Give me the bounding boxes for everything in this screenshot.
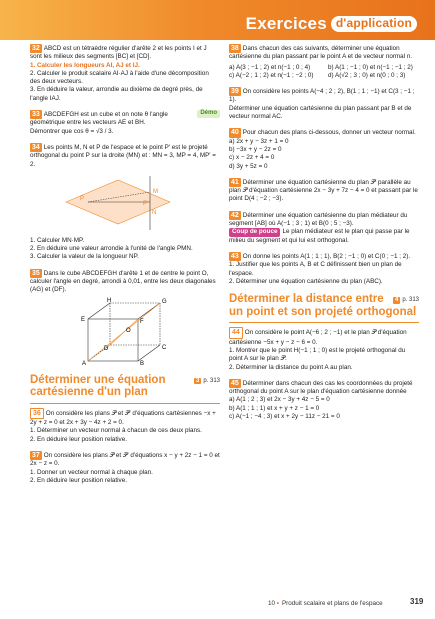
item: c) x − 2z + 4 = 0 [229, 154, 275, 162]
question: 2. En déduire une valeur arrondie à l'unité de l'angle PMN. [30, 245, 193, 253]
section-rule [229, 322, 419, 323]
question: 1. Calculer les longueurs AI, AJ et IJ. [30, 61, 140, 69]
item: a) A(1 ; 2 ; 3) et 2x − 3y + 4z − 5 = 0 [229, 396, 330, 404]
exercise-number: 44 [229, 327, 243, 338]
exercise-statement: Les points M, N et P de l'espace et le point P′ est le projeté orthogonal du point P sur la droite (MN) et : MN = 3, MP = 4, MP′ = 2. [30, 143, 216, 168]
title-pill: d'application [331, 16, 417, 32]
label-d: D [104, 345, 109, 352]
exercise-statement: Déterminer dans chacun des cas les coordonnées du projeté orthogonal du point A sur le plan d'équation cartésienne donnée [229, 379, 413, 396]
exercise-statement: Dans le cube ABCDEFGH d'arête 1 et de centre le point O, calculer l'angle en degré, arrondi à 0,01, entre les deux diagonales (AG) et (DF). [30, 269, 216, 294]
exercise-41 [229, 178, 419, 204]
case-d: d) A(√2 ; 3 ; 0) et n(0 ; 0 ; 3) [328, 71, 406, 79]
exercise-number: 36 [30, 408, 44, 419]
exercise-number: 33 [32, 111, 40, 119]
question: Démontrer que cos θ = √3 / 3. [30, 127, 114, 135]
exercise-statement: On donne les points A(1 ; 1 ; 1), B(2 ; −1 ; 0) et C(0 ; −1 ; 2). [242, 252, 411, 260]
label-p-prime: P′ [143, 200, 149, 207]
label-h: H [107, 297, 112, 304]
label-b: B [140, 360, 145, 367]
exercise-number: 42 [231, 211, 239, 219]
exercise-33 [30, 110, 220, 136]
chapter-number: 10 [268, 600, 276, 607]
exercise-statement: Dans chacun des cas suivants, déterminer une équation cartésienne du plan passant par le point A et de vecteur normal n. [229, 45, 413, 61]
case-a: a) A(3 ; −1 ; 2) et n(−1 ; 0 ; 4) [229, 63, 311, 71]
exercise-statement: On considère le point A(−6 ; 2 ; −1) et le plan 𝒫 d'équation cartésienne −5x + y − z − 6 = 0. [229, 329, 407, 346]
section-heading-distance [229, 293, 419, 318]
label-a: A [82, 360, 87, 367]
exercise-number: 43 [231, 252, 239, 260]
question: 2. En déduire leur position relative. [30, 435, 127, 443]
exercise-number: 35 [32, 269, 40, 277]
ref-page: p. 313 [203, 377, 220, 384]
exercise-40 [229, 128, 419, 170]
exercise-statement: On considère les plans 𝒫 et 𝒫′ d'équations x − y + 2z − 1 = 0 et 2x − z = 0. [30, 452, 220, 468]
item: d) 3y + 5z = 0 [229, 162, 268, 170]
chapter-label: Produit scalaire et plans de l'espace [281, 600, 383, 607]
section-heading-plan [30, 374, 220, 399]
exercise-36 [30, 408, 220, 444]
section-ref [194, 378, 220, 385]
plane-figure [58, 172, 178, 234]
exercise-38 [229, 44, 419, 80]
exercise-number: 40 [231, 129, 239, 137]
question: 1. Justifier que les points A, B et C définissent bien un plan de l'espace. [229, 261, 402, 277]
cases-grid [229, 64, 419, 81]
label-e: E [81, 316, 86, 323]
exercise-statement: On considère les plans 𝒫 et 𝒫′ d'équations cartésiennes −x + 2y + z = 0 et 2x + 3y − 4z + 2 = 0. [30, 409, 216, 427]
ref-number: 4 [394, 297, 399, 304]
label-o: O [126, 327, 131, 334]
exercise-statement: On considère les points A(−4 ; 2 ; 2), B(1 ; 1 ; −1) et C(3 ; −1 ; 1). [229, 88, 415, 104]
exercise-45 [229, 379, 419, 421]
exercise-number: 34 [32, 143, 40, 151]
exercise-number: 32 [32, 45, 40, 52]
case-b: b) A(1 ; −1 ; 0) et n(−1 ; −1 ; 2) [328, 63, 413, 71]
question: 3. Calculer la valeur de la longueur NP. [30, 253, 139, 261]
question: 2. Déterminer la distance du point A au plan. [229, 363, 353, 371]
ref-number: 3 [195, 377, 200, 384]
exercise-number: 45 [231, 379, 239, 387]
question: 1. Montrer que le point H(−1 ; 1 ; 0) est le projeté orthogonal du point A sur le plan 𝒫. [229, 346, 406, 363]
case-c: c) A(−2 ; 1 ; 2) et n(−1 ; −2 ; 0) [229, 71, 314, 79]
section-rule [30, 403, 220, 404]
page-title [246, 13, 417, 35]
exercise-44 [229, 327, 419, 371]
title-text: Exercices [245, 14, 327, 33]
exercise-statement: ABCDEFGH est un cube et on note θ l'angle géométrique entre les vecteurs AE et BH. [30, 111, 168, 127]
question: 1. Donner un vecteur normal à chaque plan. [30, 468, 153, 476]
exercise-43 [229, 252, 419, 286]
question: 3. En déduire la valeur, arrondie au dixième de degré près, de l'angle IAJ. [30, 86, 203, 102]
question: 1. Calculer MN·MP. [30, 236, 85, 244]
exercise-number: 41 [231, 178, 239, 186]
item: b) A(1 ; 1 ; 1) et x + y + z − 1 = 0 [229, 404, 320, 412]
hint-text: Le plan médiateur est le plan qui passe par le milieu du segment et qui lui est orthogonal. [229, 228, 410, 244]
item: a) 2x + y − 3z + 1 = 0 [229, 137, 289, 145]
exercise-39 [229, 87, 419, 121]
exercise-statement: ABCD est un tétraèdre régulier d'arête 2 et les points I et J sont les milieux des segments [BC] et [CD]. [30, 45, 207, 61]
label-g: G [162, 298, 167, 305]
label-f: F [140, 318, 144, 325]
section-title: Déterminer une équation cartésienne d'un plan [30, 373, 166, 399]
cube-figure [80, 297, 170, 367]
question: 1. Déterminer un vecteur normal à chacun de ces deux plans. [30, 427, 202, 435]
question: 2. Déterminer une équation cartésienne du plan (ABC). [229, 277, 383, 285]
question: Déterminer une équation cartésienne du plan passant par B et de vecteur normal AC. [229, 104, 412, 121]
section-title: Déterminer la distance entre un point et son projeté orthogonal [229, 293, 417, 318]
ref-page: p. 313 [402, 297, 419, 304]
label-p: P [80, 195, 85, 202]
exercise-37 [30, 451, 220, 485]
demo-badge: Démo [197, 110, 220, 118]
exercise-35 [30, 269, 220, 367]
exercise-number: 37 [32, 452, 40, 460]
item: b) −3x + y − 2z = 0 [229, 145, 282, 153]
exercise-statement: Déterminer une équation cartésienne du plan 𝒫′ parallèle au plan 𝒫 d'équation cartésienne 2x − 3y + 7z − 4 = 0 et passant par le point D(4 ; −2 ; −3). [229, 178, 418, 203]
page-footer: 10 • Produit scalaire et plans de l'espace [268, 600, 383, 607]
exercise-number: 38 [231, 45, 239, 52]
item: c) A(−1 ; −4 ; 3) et x + 2y − 11z − 21 = 0 [229, 413, 340, 421]
exercise-statement: Pour chacun des plans ci-dessous, donner un vecteur normal. [242, 129, 416, 137]
header-banner [0, 0, 435, 40]
question: 2. En déduire leur position relative. [30, 476, 127, 484]
exercise-42 [229, 211, 419, 245]
label-m: M [153, 188, 158, 195]
exercise-32 [30, 44, 220, 103]
left-column [30, 44, 220, 492]
label-n: N [152, 209, 157, 216]
section-ref [393, 297, 419, 304]
right-column [229, 44, 419, 428]
exercise-statement: Déterminer une équation cartésienne du plan médiateur du segment [AB] où A(−1 ; 3 ; 1) et B(0 ; 5 ; −3). [229, 211, 408, 228]
exercise-34 [30, 143, 220, 262]
label-c: C [162, 344, 167, 351]
coup-de-pouce-badge: Coup de pouce [229, 228, 280, 236]
page-number: 319 [410, 597, 424, 606]
exercise-number: 39 [231, 88, 239, 96]
question: 2. Calculer le produit scalaire AI·AJ à l'aide d'une décomposition des deux vecteurs. [30, 69, 209, 86]
